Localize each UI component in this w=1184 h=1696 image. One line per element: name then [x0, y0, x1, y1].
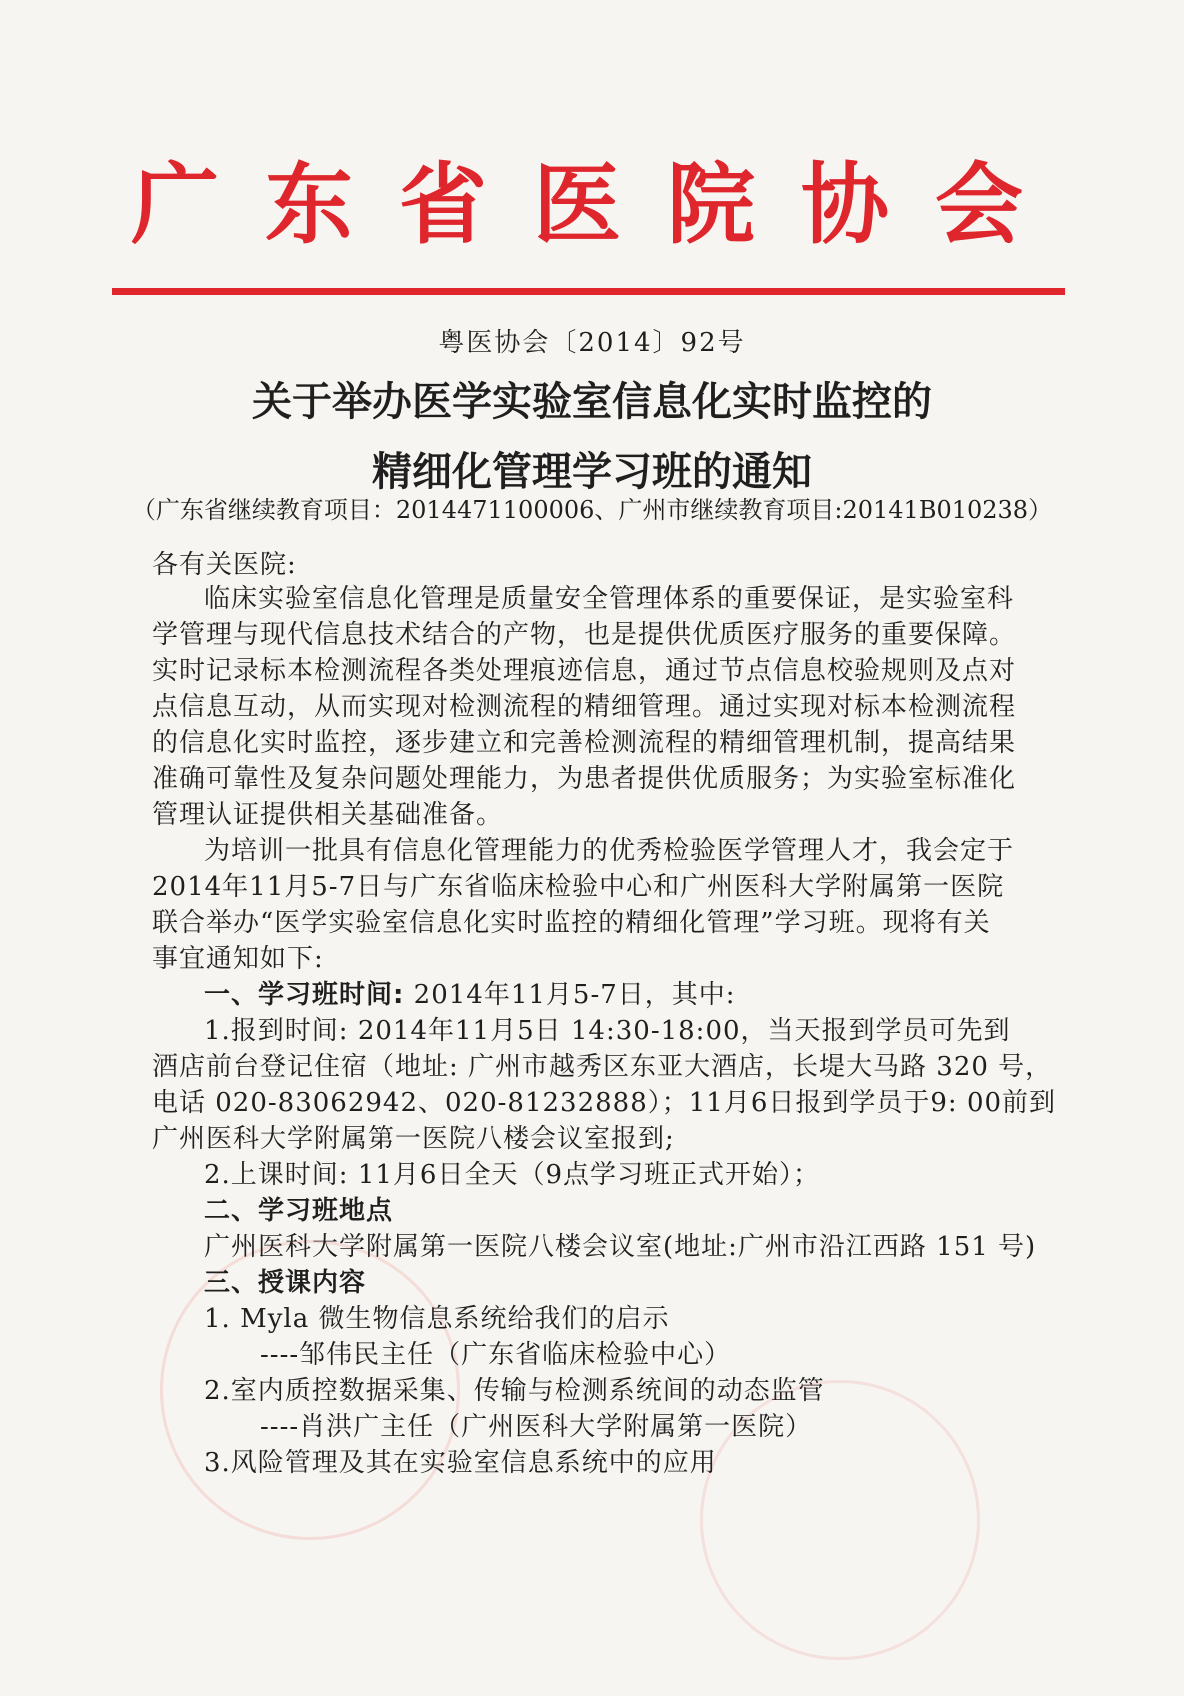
section1-item: 广州医科大学附属第一医院八楼会议室报到;: [152, 1124, 675, 1154]
section1-heading: 一、学习班时间:: [204, 980, 405, 1010]
title-line-2: 精细化管理学习班的通知: [372, 449, 812, 495]
para2-line: 2014年11月5-7日与广东省临床检验中心和广州医科大学附属第一医院: [152, 872, 1005, 902]
course-item: 1. Myla 微生物信息系统给我们的启示: [204, 1304, 670, 1334]
salutation: 各有关医院:: [152, 550, 297, 580]
para1-line: 管理认证提供相关基础准备。: [152, 800, 504, 830]
section2-heading: 二、学习班地点: [204, 1196, 394, 1226]
section3-heading: 三、授课内容: [204, 1268, 367, 1298]
para1-line: 的信息化实时监控，逐步建立和完善检测流程的精细管理机制，提高结果: [152, 728, 1017, 758]
para1-line: 临床实验室信息化管理是质量安全管理体系的重要保证，是实验室科: [204, 584, 1015, 614]
section1-line: [204, 978, 736, 1012]
document-number: 粤医协会〔2014〕92号: [438, 328, 746, 358]
para1-line: 准确可靠性及复杂问题处理能力，为患者提供优质服务；为实验室标准化: [152, 764, 1017, 794]
para2-line: 为培训一批具有信息化管理能力的优秀检验医学管理人才，我会定于: [204, 836, 1015, 866]
course-item: 3.风险管理及其在实验室信息系统中的应用: [204, 1448, 717, 1478]
project-info: （广东省继续教育项目：2014471100006、广州市继续教育项目:20141B010238）: [131, 496, 1053, 524]
section1-item: 电话 020-83062942、020-81232888）；11月6日报到学员于9: 00前到: [152, 1088, 1057, 1118]
course-item: ----邹伟民主任（广东省临床检验中心）: [260, 1340, 732, 1370]
course-item: 2.室内质控数据采集、传输与检测系统间的动态监管: [204, 1376, 825, 1406]
para1-line: 学管理与现代信息技术结合的产物，也是提供优质医疗服务的重要保障。: [152, 620, 1017, 650]
para1-line: 实时记录标本检测流程各类处理痕迹信息，通过节点信息校验规则及点对: [152, 656, 1017, 686]
section1-item: 1.报到时间: 2014年11月5日 14:30-18:00，当天报到学员可先到: [204, 1016, 1011, 1046]
para2-line: 联合举办“医学实验室信息化实时监控的精细化管理”学习班。现将有关: [152, 908, 991, 938]
title-line-1: 关于举办医学实验室信息化实时监控的: [252, 379, 932, 425]
organization-name: 广东省医院协会: [130, 153, 1069, 256]
course-item: ----肖洪广主任（广州医科大学附属第一医院）: [260, 1412, 813, 1442]
section1-item: 2.上课时间: 11月6日全天（9点学习班正式开始）；: [204, 1160, 820, 1190]
para1-line: 点信息互动，从而实现对检测流程的精细管理。通过实现对标本检测流程: [152, 692, 1017, 722]
red-divider-line: [112, 288, 1065, 295]
para2-line: 事宜通知如下:: [152, 944, 324, 974]
section1-value: 2014年11月5-7日，其中:: [413, 980, 736, 1010]
section2-value: 广州医科大学附属第一医院八楼会议室(地址:广州市沿江西路 151 号): [204, 1232, 1037, 1262]
section1-item: 酒店前台登记住宿（地址: 广州市越秀区东亚大酒店，长堤大马路 320 号，: [152, 1052, 1053, 1082]
